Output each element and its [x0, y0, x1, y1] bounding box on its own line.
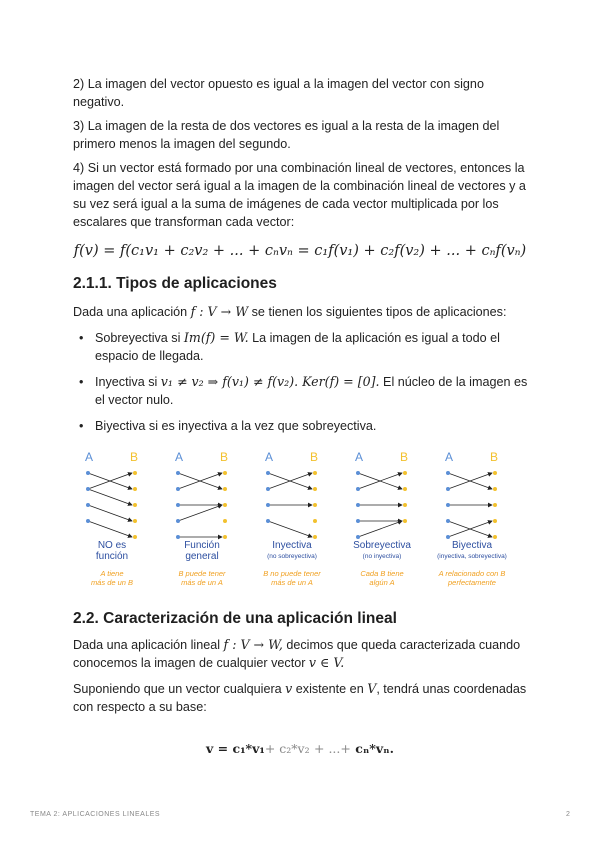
panel-subtitle: (inyectiva, sobreyectiva): [437, 553, 507, 560]
set-b-dot: [223, 519, 227, 523]
set-a-dot: [446, 535, 450, 539]
p2-text: Suponiendo que un vector cualquiera: [73, 682, 286, 696]
bullet-text: Sobreyectiva si: [95, 331, 184, 345]
set-a-dot: [266, 487, 270, 491]
bullet-text: La imagen de la aplicación es igual a todo el espacio de llegada.: [95, 331, 500, 363]
set-b-dot: [223, 503, 227, 507]
set-b-dot: [313, 519, 317, 523]
mapping-arrow: [88, 489, 132, 505]
set-b-dot: [403, 471, 407, 475]
set-b-dot: [313, 487, 317, 491]
panel-title: Biyectiva: [451, 540, 493, 551]
p1-math: f : V → W,: [223, 637, 283, 652]
p2-math: V: [367, 681, 377, 696]
label-b: B: [310, 450, 319, 464]
function-types-diagram: [78, 447, 528, 597]
set-a-dot: [356, 487, 360, 491]
panel-title: general: [185, 551, 219, 562]
list-item-inyectiva: [73, 373, 533, 409]
label-b: B: [220, 450, 229, 464]
set-a-dot: [86, 487, 90, 491]
set-b-dot: [133, 487, 137, 491]
bullet-math: Im(f) = W.: [183, 330, 249, 345]
set-b-dot: [403, 503, 407, 507]
set-a-dot: [356, 503, 360, 507]
label-a: A: [175, 450, 184, 464]
paragraph-property-3: 3) La imagen de la resta de dos vectores es igual a la resta de la imagen del primero menos la imagen del segundo.: [73, 119, 500, 151]
panel-title: Función: [184, 540, 220, 551]
set-b-dot: [493, 471, 497, 475]
section-title-tipos: 2.1.1. Tipos de aplicaciones: [73, 275, 277, 292]
bullet-text: Biyectiva si es inyectiva a la vez que sobreyectiva.: [95, 419, 377, 433]
diagram-panel: [175, 450, 228, 587]
panel-note: algún A: [369, 578, 395, 587]
list-item-biyectiva: [73, 417, 533, 435]
set-a-dot: [176, 471, 180, 475]
set-b-dot: [403, 519, 407, 523]
mapping-arrow: [88, 505, 132, 521]
set-b-dot: [493, 519, 497, 523]
panel-note: B no puede tener: [263, 569, 321, 578]
label-b: B: [130, 450, 139, 464]
diagram-panel: [353, 450, 411, 587]
types-list: [73, 329, 533, 443]
formula-part: + c₂*v₂: [264, 741, 310, 756]
set-a-dot: [86, 519, 90, 523]
section-title-caracterizacion: 2.2. Caracterización de una aplicación lineal: [73, 610, 397, 627]
set-a-dot: [176, 487, 180, 491]
label-a: A: [85, 450, 94, 464]
panel-note: más de un B: [90, 578, 134, 587]
label-b: B: [490, 450, 499, 464]
panel-note: B puede tener: [178, 569, 226, 578]
panel-note: A tiene: [100, 569, 124, 578]
label-a: A: [265, 450, 274, 464]
set-a-dot: [356, 519, 360, 523]
set-a-dot: [356, 471, 360, 475]
panel-title: Sobreyectiva: [353, 540, 411, 551]
panel-subtitle: (no inyectiva): [362, 553, 402, 560]
panel-note: A relacionado con B: [438, 569, 506, 578]
set-a-dot: [446, 487, 450, 491]
base-coordinates-formula: [0, 741, 600, 756]
panel-note: más de un A: [271, 578, 313, 587]
panel-note: Cada B tiene: [360, 569, 404, 578]
set-a-dot: [266, 503, 270, 507]
set-b-dot: [133, 471, 137, 475]
set-b-dot: [133, 503, 137, 507]
p2-math: v: [285, 681, 293, 696]
set-b-dot: [223, 535, 227, 539]
set-b-dot: [493, 503, 497, 507]
formula-part: cₙ*vₙ.: [355, 741, 394, 756]
panel-note: perfectamente: [448, 578, 496, 587]
set-a-dot: [356, 535, 360, 539]
mapping-arrow: [178, 505, 222, 521]
label-a: A: [355, 450, 364, 464]
bullet-text: Inyectiva si: [95, 375, 161, 389]
set-b-dot: [313, 471, 317, 475]
p2-text: , tendrá unas coordenadas con respecto a su base:: [73, 682, 527, 714]
list-item-sobreyectiva: [73, 329, 533, 365]
set-b-dot: [133, 535, 137, 539]
panel-title: función: [95, 551, 129, 562]
section-intro-tipos: [73, 303, 533, 321]
intro-math: f : V → W: [190, 304, 249, 319]
set-b-dot: [493, 535, 497, 539]
linear-combination-formula: f(v) = f(c₁v₁ + c₂v₂ + ... + cₙvₙ = c₁f(v₁) + c₂f(v₂) + ... + cₙf(vₙ): [73, 243, 527, 259]
formula-part: v = c₁*v₁: [206, 741, 265, 756]
set-a-dot: [446, 519, 450, 523]
set-b-dot: [403, 487, 407, 491]
set-a-dot: [176, 535, 180, 539]
set-a-dot: [86, 471, 90, 475]
panel-subtitle: (no sobreyectiva): [267, 553, 317, 560]
set-b-dot: [313, 503, 317, 507]
mapping-arrow: [268, 521, 312, 537]
mapping-arrow: [358, 521, 402, 537]
set-a-dot: [86, 503, 90, 507]
set-b-dot: [223, 487, 227, 491]
set-a-dot: [446, 503, 450, 507]
formula-part: + ...+: [314, 741, 351, 756]
panel-title: Inyectiva: [272, 540, 312, 551]
diagram-panel: [85, 450, 138, 587]
diagram-panel: [263, 450, 321, 587]
footer-chapter-title: TEMA 2: APLICACIONES LINEALES: [30, 811, 161, 818]
panel-title: NO es: [97, 540, 127, 551]
set-a-dot: [176, 503, 180, 507]
set-b-dot: [223, 471, 227, 475]
p1-text: decimos que queda caracterizada cuando conocemos la imagen de cualquier vector: [73, 638, 521, 670]
set-a-dot: [266, 471, 270, 475]
label-b: B: [400, 450, 409, 464]
intro-text-after: se tienen los siguientes tipos de aplicaciones:: [248, 305, 507, 319]
set-a-dot: [176, 519, 180, 523]
panel-note: más de un A: [181, 578, 223, 587]
label-a: A: [445, 450, 454, 464]
footer-page-number: 2: [566, 811, 570, 818]
bullet-text: El núcleo de la imagen es el vector nulo.: [95, 375, 528, 407]
section-22-paragraph-1: [73, 636, 533, 672]
paragraph-property-2: 2) La imagen del vector opuesto es igual a la imagen del vector con signo negativo.: [73, 77, 484, 109]
p2-text: existente en: [292, 682, 368, 696]
p1-text: Dada una aplicación lineal: [73, 638, 224, 652]
section-22-paragraph-2: [73, 680, 533, 716]
set-a-dot: [266, 519, 270, 523]
set-b-dot: [133, 519, 137, 523]
bullet-math: v₁ ≠ v₂ ⇒ f(v₁) ≠ f(v₂). Ker(f) = [0].: [160, 374, 380, 389]
intro-text-before: Dada una aplicación: [73, 305, 191, 319]
p1-math: v ∈ V.: [308, 655, 345, 670]
set-b-dot: [313, 535, 317, 539]
mapping-arrow: [88, 521, 132, 537]
paragraph-property-4: 4) Si un vector está formado por una combinación lineal de vectores, entonces la imagen del vector será igual a la imagen de la combinación lineal de vectores y a su vez será igual a la suma de imágenes de cada vector multiplicada por los escalares que transforman cada vector:: [73, 161, 526, 229]
set-b-dot: [493, 487, 497, 491]
set-a-dot: [446, 471, 450, 475]
diagram-panel: [437, 450, 507, 587]
